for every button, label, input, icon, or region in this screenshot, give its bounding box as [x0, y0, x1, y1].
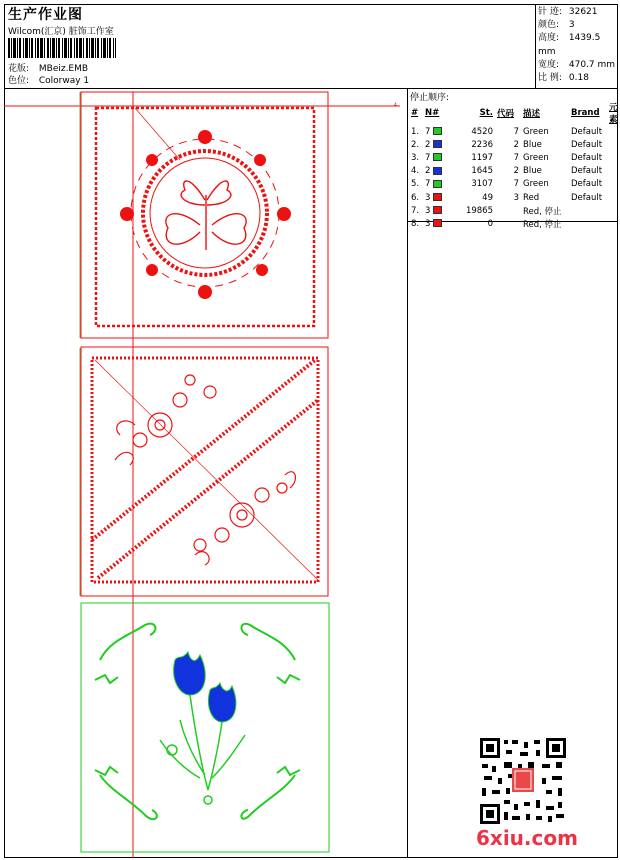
panel-butterfly [81, 92, 328, 338]
stop-brand: Default [571, 139, 603, 150]
col-element: 元素 [609, 103, 618, 125]
stop-code: 2 [513, 166, 519, 177]
watermark-logo: 6xiu.com [476, 826, 578, 850]
stop-code: 7 [513, 152, 519, 163]
qr-code [480, 738, 566, 824]
stop-stitches: 0 [487, 218, 493, 229]
stop-stitches: 1645 [471, 166, 493, 177]
stop-brand: Default [571, 152, 603, 163]
colorway-label: 色位: [8, 76, 30, 86]
col-description: 描述 [523, 109, 541, 119]
stop-description: Green [523, 126, 549, 137]
panel-floral-diagonal [81, 347, 328, 596]
wreath-inner-ring [150, 158, 260, 268]
stat-colors-label: 颜色: [538, 20, 560, 31]
panel-tulips [81, 603, 329, 852]
design-file-value: MBeiz.EMB [38, 64, 89, 74]
stat-height-label: 高度: [538, 33, 560, 44]
stop-index: 7. [411, 205, 420, 216]
stop-code: 7 [513, 179, 519, 190]
stop-code: 3 [513, 192, 519, 203]
butterfly-icon [166, 181, 246, 250]
col-stitches: St. [479, 108, 493, 118]
stop-needle-value: 7 [425, 126, 431, 137]
stop-stitches: 4520 [471, 126, 493, 137]
stop-needle-value: 2 [425, 139, 431, 150]
stop-needle-value: 3 [425, 205, 431, 216]
stop-index: 1. [411, 126, 420, 137]
stop-needle-value: 2 [425, 166, 431, 177]
page-title: 生产作业图 [8, 7, 83, 23]
stop-description: Blue [523, 166, 542, 177]
col-needle: N# [425, 108, 440, 118]
col-brand: Brand [571, 108, 600, 118]
stop-stitches: 19865 [465, 205, 493, 216]
stat-height-value: 1439.5 mm [538, 33, 601, 57]
panel1-diagonal [135, 108, 180, 160]
stop-description: Red, 停止 [523, 219, 562, 230]
stop-needle-value: 3 [425, 192, 431, 203]
corner-swirls [95, 624, 300, 820]
stop-description: Red, 停止 [523, 206, 562, 217]
stat-width-value: 470.7 mm [568, 59, 616, 70]
stop-description: Green [523, 152, 549, 163]
stop-index: 5. [411, 179, 420, 190]
stop-index: 8. [411, 218, 420, 229]
stop-brand: Default [571, 192, 603, 203]
tulip-flowers [174, 652, 236, 722]
col-index: # [411, 108, 419, 118]
studio-name: Wilcom(汇京) 脏饰工作室 [8, 27, 114, 37]
stop-needle-value: 7 [425, 152, 431, 163]
stat-width-label: 宽度: [538, 59, 560, 70]
stop-index: 4. [411, 166, 420, 177]
stop-index: 6. [411, 192, 420, 203]
stat-stitches-label: 针 迹: [538, 7, 562, 17]
stop-brand: Default [571, 126, 603, 137]
diagonal-band-bottom [98, 400, 318, 578]
stop-description: Green [523, 179, 549, 190]
stat-colors-value: 3 [568, 20, 575, 31]
stop-code: 7 [513, 126, 519, 137]
stat-stitches-value: 32621 [568, 7, 598, 17]
stop-code: 2 [513, 139, 519, 150]
stop-brand: Default [571, 166, 603, 177]
stat-scale-label: 比 例: [538, 73, 562, 84]
stop-description: Blue [523, 139, 542, 150]
stop-stitches: 49 [482, 192, 493, 203]
stop-brand: Default [571, 179, 603, 190]
stop-sequence-title: 停止顺序: [410, 93, 450, 103]
stop-stitches: 3107 [471, 179, 493, 190]
stop-index: 2. [411, 139, 420, 150]
colorway-value: Colorway 1 [38, 76, 90, 86]
stop-needle-value: 3 [425, 218, 431, 229]
diagonal-band-top [92, 360, 315, 540]
stop-description: Red [523, 192, 540, 203]
col-code: 代码 [497, 109, 515, 119]
guide-mark: ₄ [394, 100, 397, 108]
panel2-construction-line [95, 360, 318, 580]
wreath-ring [143, 151, 267, 275]
stop-stitches: 2236 [471, 139, 493, 150]
panel1-border [81, 92, 328, 338]
stop-stitches: 1197 [471, 152, 493, 163]
stat-scale-value: 0.18 [568, 73, 589, 84]
stop-needle-value: 7 [425, 179, 431, 190]
stop-index: 3. [411, 152, 420, 163]
design-file-label: 花版: [8, 64, 30, 74]
